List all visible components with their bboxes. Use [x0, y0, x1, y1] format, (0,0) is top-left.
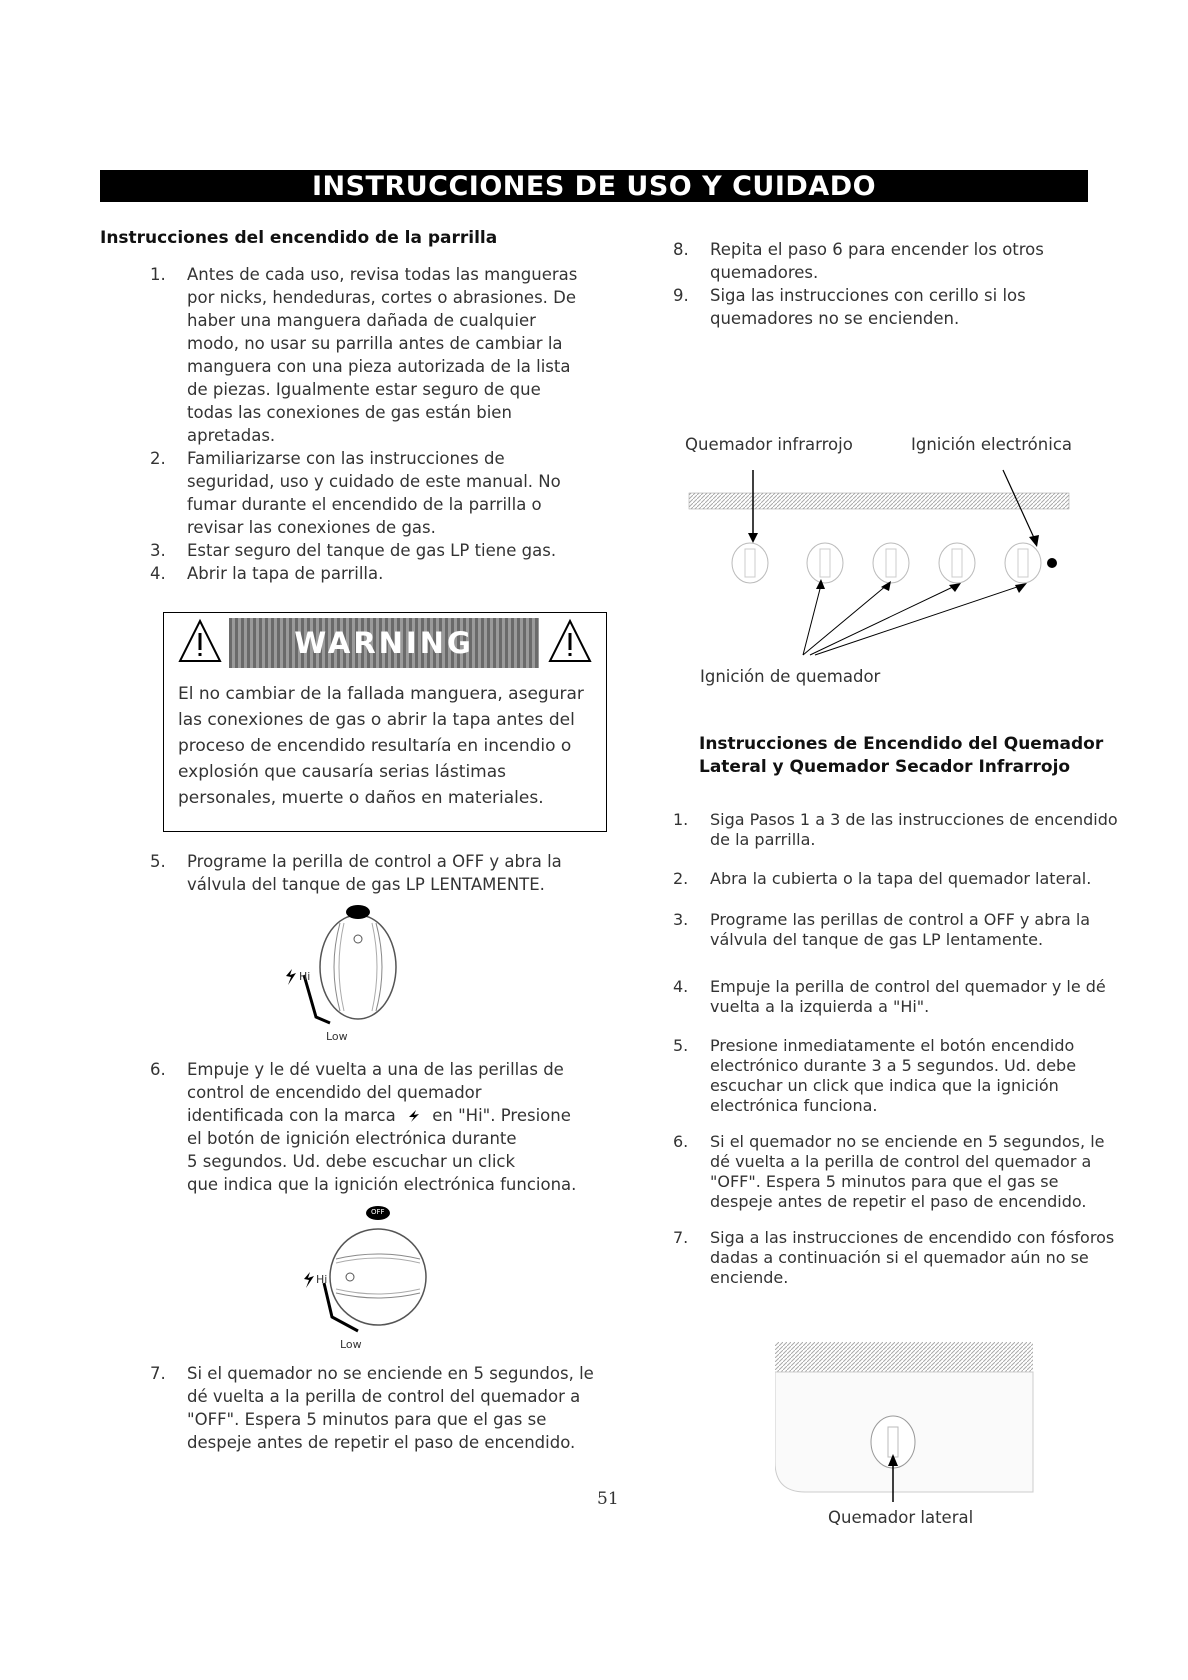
list-item: 7. Si el quemador no se enciende en 5 segundos, le dé vuelta a la perilla de control del quemador a "OFF". Espera 5 minutos para que el gas se despeje antes de repetir el paso de encendido. [150, 1364, 594, 1452]
off-marker-icon [346, 905, 370, 919]
right-steps-list [673, 810, 1123, 1288]
control-knob-diagram [280, 1205, 450, 1345]
list-item: 5. Programe la perilla de control a OFF y abra la válvula del tanque de gas LP LENTAMENTE. [150, 852, 562, 894]
list-item: 2. Familiarizarse con las instrucciones de seguridad, uso y cuidado de este manual. No fumar durante el encendido de la parrilla o revisar las conexiones de gas. [150, 449, 561, 537]
list-item: 5. Presione inmediatamente el botón encendido electrónico durante 3 a 5 segundos. Ud. debe escuchar un click que indica que la ignición electrónica funciona. [673, 1036, 1077, 1115]
knob-low-label: Low [326, 1030, 348, 1043]
warning-triangle-icon [548, 617, 592, 665]
list-item: 1. Antes de cada uso, revisa todas las mangueras por nicks, hendeduras, cortes o abrasiones. De haber una manguera dañada de cualquier modo, no usar su parrilla antes de cambiar la manguera con una pieza autorizada de la lista de piezas. Igualmente estar seguro de que todas las conexiones de gas están bien apretadas. [150, 265, 578, 445]
list-item: 7. Siga a las instrucciones de encendido con fósforos dadas a continuación si el quemador aún no se enciende. [673, 1228, 1115, 1287]
warning-text: El no cambiar de la fallada manguera, asegurar las conexiones de gas o abrir la tapa antes del proceso de encendido resultaría en incendio o explosión que causaría serias lástimas personales, muerte o daños en materiales. [178, 684, 584, 808]
knob-off-label: OFF [376, 908, 390, 916]
list-item: 4. Abrir la tapa de parrilla. [150, 564, 384, 583]
list-item: 9. Siga las instrucciones con cerillo si los quemadores no se encienden. [673, 286, 1026, 328]
step-6 [150, 1058, 595, 1196]
left-steps-list [150, 263, 580, 585]
right-heading: Instrucciones de Encendido del Quemador Lateral y Quemador Secador Infrarrojo [699, 734, 1104, 777]
warning-header [164, 613, 606, 673]
control-knob-diagram [270, 905, 420, 1045]
list-item: 1. Siga Pasos 1 a 3 de las instrucciones de encendido de la parrilla. [673, 810, 1118, 849]
warning-title: WARNING [229, 618, 539, 668]
list-item: 4. Empuje la perilla de control del quemador y le dé vuelta a la izquierda a "Hi". [673, 977, 1106, 1016]
knob-hi-label: Hi [299, 970, 311, 983]
lightning-icon [407, 1109, 421, 1123]
right-top-steps [673, 238, 1093, 330]
label-infrared-burner: Quemador infrarrojo [685, 435, 853, 454]
list-item: 3. Programe las perillas de control a OFF y abra la válvula del tanque de gas LP lentamente. [673, 910, 1091, 949]
warning-box [163, 612, 607, 832]
section-banner: INSTRUCCIONES DE USO Y CUIDADO [100, 170, 1088, 202]
label-burner-ignition: Ignición de quemador [700, 667, 881, 686]
label-electronic-ignition: Ignición electrónica [911, 435, 1073, 454]
step-5 [150, 850, 595, 896]
side-burner-diagram [775, 1342, 1035, 1502]
lightning-icon [286, 969, 296, 985]
warning-triangle-icon [178, 617, 222, 665]
list-item: 8. Repita el paso 6 para encender los otros quemadores. [673, 240, 1044, 282]
page-number: 51 [597, 1489, 619, 1509]
step-7 [150, 1362, 595, 1454]
knob-low-label: Low [340, 1338, 362, 1351]
knob-off-label: OFF [371, 1208, 385, 1216]
ignition-button [1047, 558, 1057, 568]
left-heading: Instrucciones del encendido de la parrilla [100, 228, 498, 248]
knob-hi-label: Hi [316, 1273, 328, 1286]
list-item: 3. Estar seguro del tanque de gas LP tiene gas. [150, 541, 557, 560]
label-side-burner: Quemador lateral [828, 1508, 974, 1527]
list-item: 2. Abra la cubierta o la tapa del quemador lateral. [673, 869, 1092, 888]
control-panel-diagram [665, 455, 1085, 665]
lightning-icon [304, 1272, 314, 1288]
list-item: 6. Empuje y le dé vuelta a una de las perillas de control de encendido del quemador identificada con la marca en "Hi". Presione el botón de ignición electrónica durante 5 segundos. Ud. debe escuchar un click que indica que la ignición electrónica funciona. [150, 1060, 577, 1194]
list-item: 6. Si el quemador no se enciende en 5 segundos, le dé vuelta a la perilla de control del quemador a "OFF". Espera 5 minutos para que el gas se despeje antes de repetir el paso de encendido. [673, 1132, 1105, 1211]
